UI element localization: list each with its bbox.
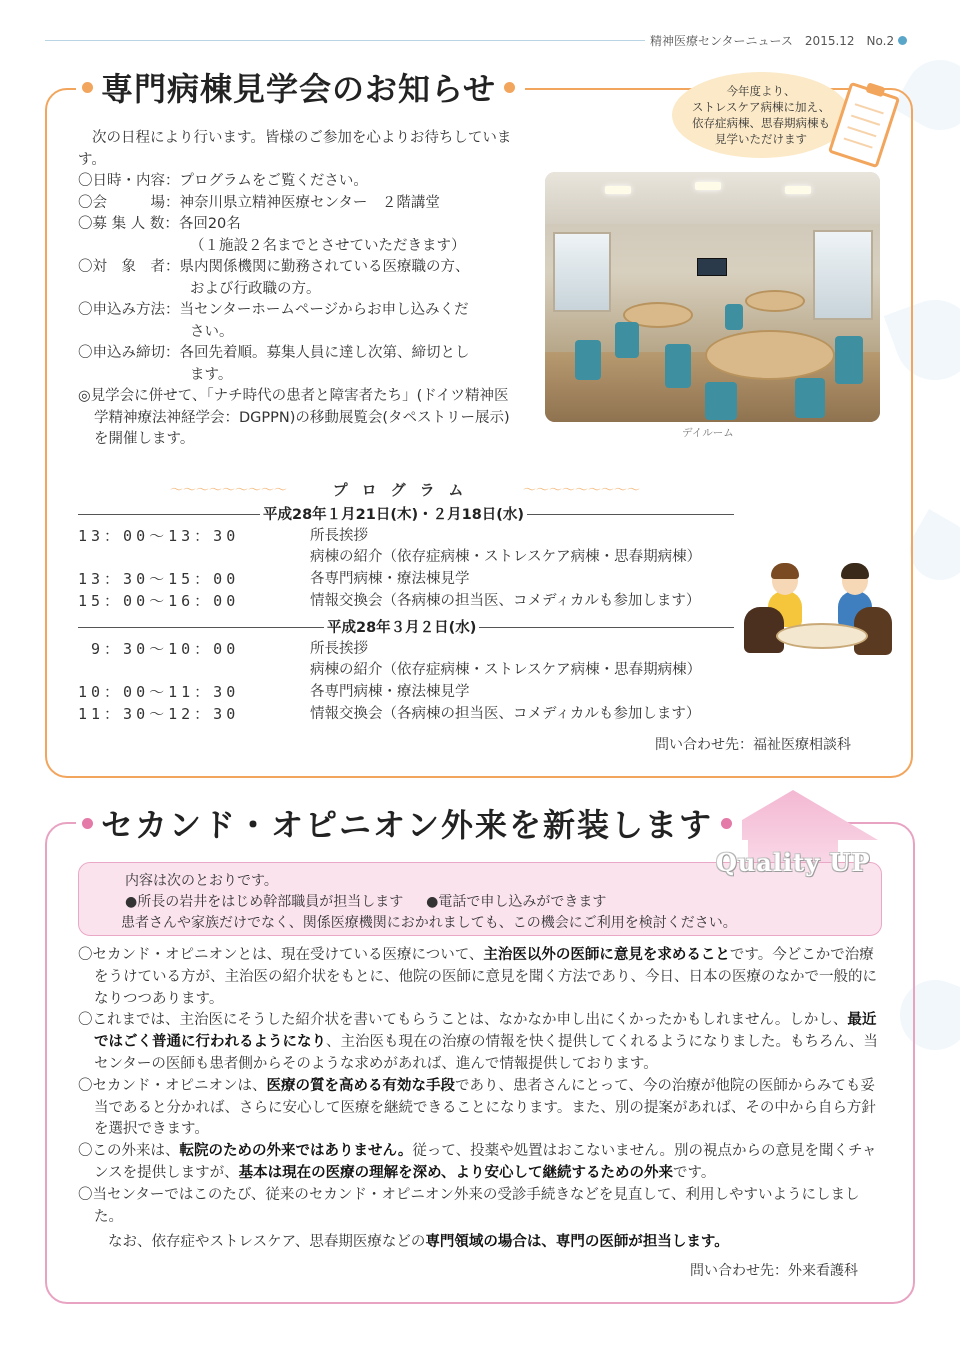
schedule-row <box>78 703 738 725</box>
emphasis: 基本は現在の医療の理解を深め、より安心して継続するための外来 <box>238 1164 673 1181</box>
header-issue-text: 精神医療センターニュース 2015.12 No.2 <box>650 34 895 48</box>
schedule-time: 15：00〜16：00 <box>78 592 240 610</box>
schedule-time: 9：30〜10：00 <box>78 640 240 658</box>
exhibition-note: ◎見学会に併せて、「ナチ時代の患者と障害者たち」(ドイツ精神医学精神療法神経学会：DGPPN)の移動展覧会(タペストリー展示)を開催します。 <box>78 388 510 447</box>
schedule-item: 情報交換会（各病棟の担当医、コメディカルも参加します） <box>310 593 701 609</box>
day-room-photo <box>545 172 880 422</box>
header-issue <box>650 32 907 49</box>
info-point: ●所長の岩井をはじめ幹部職員が担当します <box>125 894 404 910</box>
text-run: 〇この外来は、 <box>78 1143 180 1160</box>
text-run: 〇セカンド・オピニオンとは、現在受けている医療について、 <box>78 947 484 963</box>
detail-value: 各回先着順。募集人員に達し次第、締切とし <box>179 345 470 361</box>
detail-value: 神奈川県立精神医療センター ２階講堂 <box>179 194 440 211</box>
photo-caption: デイルーム <box>682 427 734 439</box>
second-opinion-contact: 問い合わせ先：外来看護科 <box>690 1263 858 1279</box>
title-dot-icon <box>504 82 515 93</box>
detail-item-capacity <box>78 214 520 236</box>
detail-item-eligibility <box>78 257 520 279</box>
detail-label: 〇募 集 人 数： <box>78 216 179 232</box>
section-second-opinion-heading <box>76 800 742 846</box>
text-run: です。 <box>673 1164 716 1181</box>
schedule-row <box>78 659 738 681</box>
emphasis: 医療の質を高める有効な手段 <box>266 1077 455 1094</box>
schedule-time: 13：30〜15：00 <box>78 570 240 588</box>
detail-value: 各回20名 <box>178 216 241 232</box>
detail-label: 〇会 場： <box>78 194 180 211</box>
speech-bubble <box>672 72 850 158</box>
schedule-row <box>78 590 738 612</box>
text-run: 〇セカンド・オピニオンは、 <box>78 1077 267 1094</box>
info-points <box>125 892 881 913</box>
emphasis: 転院のための外来ではありません。 <box>179 1143 413 1160</box>
detail-value: 当センターホームページからお申し込みくだ <box>179 302 469 318</box>
text-run: であり、患者さんにとって、今の治療が他院の医師からみても妥当であると分かれば、さらに安心して医療を継続できることになります。また、別の提案があれば、その中から自ら方針を選択できます。 <box>94 1077 876 1138</box>
ward-tour-intro: 次の日程により行います。皆様のご参加を心よりお待ちしています。 <box>78 130 512 168</box>
schedule-item: 所長挨拶 <box>310 528 368 544</box>
detail-value: 県内関係機関に勤務されている医療職の方、 <box>179 259 470 275</box>
program-heading <box>170 479 640 500</box>
schedule-row <box>78 525 738 547</box>
detail-item-venue <box>78 193 520 215</box>
ward-tour-details <box>78 128 520 451</box>
schedule-item: 病棟の紹介（依存症病棟・ストレスケア病棟・思春期病棟） <box>310 549 702 565</box>
detail-label: 〇申込み方法： <box>78 302 180 318</box>
ward-tour-contact: 問い合わせ先：福祉医療相談科 <box>655 737 851 753</box>
detail-item-datetime <box>78 171 520 193</box>
section-ward-tour-title: 専門病棟見学会のお知らせ <box>101 70 497 108</box>
detail-label: 〇日時・内容： <box>78 173 180 189</box>
header-rule <box>45 40 645 41</box>
section-second-opinion-title: セカンド・オピニオン外来を新装します <box>101 806 714 844</box>
schedule-row <box>78 546 738 568</box>
session-date: 平成28年１月21日(木)・２月18日(水) <box>260 503 527 524</box>
schedule-time: 10：00〜11：30 <box>78 683 240 701</box>
schedule-item: 所長挨拶 <box>310 641 368 657</box>
title-dot-icon <box>82 82 93 93</box>
program-title: プログラム <box>332 481 478 499</box>
info-intro: 内容は次のとおりです。 <box>125 873 278 889</box>
wave-ornament: 〜〜〜〜〜〜〜〜〜 <box>170 483 288 498</box>
session-date: 平成28年３月２日(水) <box>324 616 479 637</box>
meeting-illustration <box>742 555 890 665</box>
detail-label: 〇申込み締切： <box>78 345 180 361</box>
schedule-row <box>78 638 738 660</box>
emphasis: 最近ではごく普通に行われるようになり <box>94 1012 877 1051</box>
bubble-line: 見学いただけます <box>715 132 807 146</box>
schedule-time: 11：30〜12：30 <box>78 705 240 723</box>
schedule-row <box>78 568 738 590</box>
header-dot-icon <box>898 36 907 45</box>
quality-up-badge: Quality UP <box>716 848 871 877</box>
detail-continuation: および行政職の方。 <box>190 280 321 297</box>
detail-continuation: （１施設２名までとさせていただきます） <box>190 237 466 254</box>
detail-item-application <box>78 300 520 322</box>
emphasis: 主治医以外の医師に意見を求めること <box>483 947 730 963</box>
schedule-item: 情報交換会（各病棟の担当医、コメディカルも参加します） <box>310 706 701 722</box>
paragraph <box>78 1076 888 1141</box>
title-dot-icon <box>82 818 93 829</box>
bubble-line: 依存症病棟、思春期病棟も <box>692 116 830 130</box>
info-point: ●電話で申し込みができます <box>426 894 607 910</box>
detail-label: 〇対 象 者： <box>78 259 180 275</box>
paragraph <box>78 1232 888 1254</box>
title-dot-icon <box>721 818 732 829</box>
text-run: 、主治医も現在の治療の情報を快く提供してくれるようになりました。もちろん、当センターの医師も患者側からそのような求めがあれば、進んで情報提供しております。 <box>94 1034 878 1072</box>
text-run: なお、依存症やストレスケア、思春期医療などの <box>108 1234 426 1251</box>
info-note: 患者さんや家族だけでなく、関係医療機関におかれましても、この機会にご利用を検討ください。 <box>121 915 737 931</box>
detail-continuation: さい。 <box>190 323 234 340</box>
wave-ornament: 〜〜〜〜〜〜〜〜〜 <box>522 483 640 498</box>
text-run: 従って、投薬や処置はおこないません。別の視点からの意見を聞くチャンスを提供しますが、 <box>94 1143 877 1181</box>
paragraph <box>78 1010 888 1075</box>
detail-continuation: ます。 <box>190 366 233 383</box>
second-opinion-body <box>78 945 888 1254</box>
bubble-line: 今年度より、 <box>726 84 796 98</box>
text-run: です。今どこかで治療をうけている方が、主治医の紹介状をもとに、他院の医師に意見を聞く方法であり、今日、日本の医療のなかで一般的になりつつあります。 <box>94 947 877 1007</box>
section-ward-tour-heading <box>76 64 525 110</box>
paragraph: 〇当センターではこのたび、従来のセカンド・オピニオン外来の受診手続きなどを見直して、利用しやすいようにしました。 <box>78 1186 860 1225</box>
detail-item-deadline <box>78 343 520 365</box>
schedule-item: 各専門病棟・療法棟見学 <box>310 684 470 700</box>
schedule-item: 各専門病棟・療法棟見学 <box>310 571 470 587</box>
bubble-line: ストレスケア病棟に加え、 <box>691 100 831 114</box>
schedule-row <box>78 681 738 703</box>
detail-value: プログラムをご覧ください。 <box>179 173 368 189</box>
paragraph <box>78 945 888 1010</box>
schedule-time: 13：00〜13：30 <box>78 527 240 545</box>
text-run: 〇これまでは、主治医にそうした紹介状を書いてもらうことは、なかなか申し出にくかったかもしれません。しかし、 <box>78 1012 848 1029</box>
emphasis: 専門領域の場合は、専門の医師が担当します。 <box>425 1234 729 1251</box>
paragraph <box>78 1141 888 1185</box>
schedule-item: 病棟の紹介（依存症病棟・ストレスケア病棟・思春期病棟） <box>310 662 702 678</box>
